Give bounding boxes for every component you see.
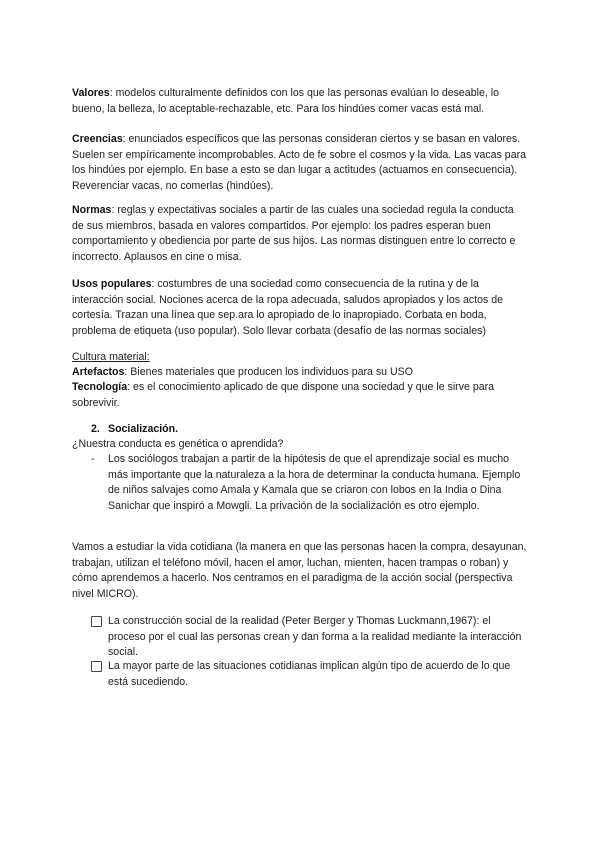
paragraph-vida-cotidiana: Vamos a estudiar la vida cotidiana (la manera en que las personas hacen la compra, desayunan, trabajan, utilizan el teléfono móvil, hacen el amor, luchan, mienten, hacen trampas o roban) y cómo aprendemos a hacerlo. Nos centramos en el paradigma de la acción social (perspectiva nivel MICRO). — [72, 541, 527, 600]
cultura-material-heading: Cultura material: — [72, 351, 150, 363]
bullet-socializacion: Los sociólogos trabajan a partir de la hipótesis de que el aprendizaje social es mucho más importante que la naturaleza a la hora de determinar la conducta humana. Ejemplo de niños salvajes como Amala y Kamala que se criaron con lobos en la India o Dina Sanichar que inspiró a Mowgli. La privación de la socialización es otro ejemplo. — [108, 453, 521, 512]
paragraph-creencias — [72, 132, 528, 194]
section-title: Socialización. — [108, 423, 179, 435]
bullet-marker: - — [91, 453, 95, 465]
section-number: 2. — [91, 423, 100, 435]
paragraph-valores — [72, 86, 528, 117]
definition-tecnologia: : es el conocimiento aplicado de que dispone una sociedad y que le sirve para sobrevivir. — [72, 381, 495, 409]
paragraph-usos-populares — [72, 277, 528, 339]
term-normas: Normas — [72, 204, 112, 216]
paragraph-tecnologia — [72, 380, 528, 411]
checklist-item-text: La mayor parte de las situaciones cotidianas implican algún tipo de acuerdo de lo que está sucediendo. — [108, 660, 511, 688]
definition-valores: : modelos culturalmente definidos con los que las personas evalúan lo deseable, lo bueno, la belleza, lo aceptable-rechazable, etc. Para los hindúes comer vacas está mal. — [72, 87, 499, 115]
checkbox[interactable] — [91, 661, 102, 672]
term-artefactos: Artefactos — [72, 366, 125, 378]
definition-creencias: : enunciados específicos que las personas consideran ciertos y se basan en valores. Suelen ser empíricamente incomprobables. Acto de fe sobre el cosmos y la vida. Las vacas para los hindúes por ejemplo. En base a esto se dan lugar a actitudes (actuamos en consecuencia). Reverenciar vacas, no comerlas (hindúes). — [72, 133, 526, 192]
definition-artefactos: : Bienes materiales que producen los individuos para su USO — [124, 366, 413, 378]
checkbox[interactable] — [91, 616, 102, 627]
term-tecnologia: Tecnología — [72, 381, 128, 393]
term-valores: Valores — [72, 87, 110, 99]
socializacion-question: ¿Nuestra conducta es genética o aprendida? — [72, 438, 284, 450]
term-usos-populares: Usos populares — [72, 278, 152, 290]
section-heading-socializacion — [91, 422, 178, 438]
paragraph-artefactos — [72, 365, 528, 381]
definition-normas: : reglas y expectativas sociales a partir de las cuales una sociedad regula la conducta de sus miembros, basada en valores compartidos. Por ejemplo: los padres esperan buen comportamiento y obediencia por parte de sus hijos. Las normas distinguen entre lo correcto e incorrecto. Aplausos en cine o misa. — [72, 204, 516, 263]
definition-usos-populares: : costumbres de una sociedad como consecuencia de la rutina y de la interacción social. Nociones acerca de la ropa adecuada, saludos apropiados y los actos de cortesía. Trazan una línea que sep.ara lo apropiado de lo inapropiado. Corbata en boda, problema de etiqueta (uso popular). Solo llevar corbata (desafío de las normas sociales) — [72, 278, 504, 337]
paragraph-normas — [72, 203, 528, 265]
checklist-item-text: La construcción social de la realidad (Peter Berger y Thomas Luckmann,1967): el proceso por el cual las personas crean y dan forma a la realidad mediante la interacción social. — [108, 615, 522, 658]
term-creencias: Creencias — [72, 133, 123, 145]
